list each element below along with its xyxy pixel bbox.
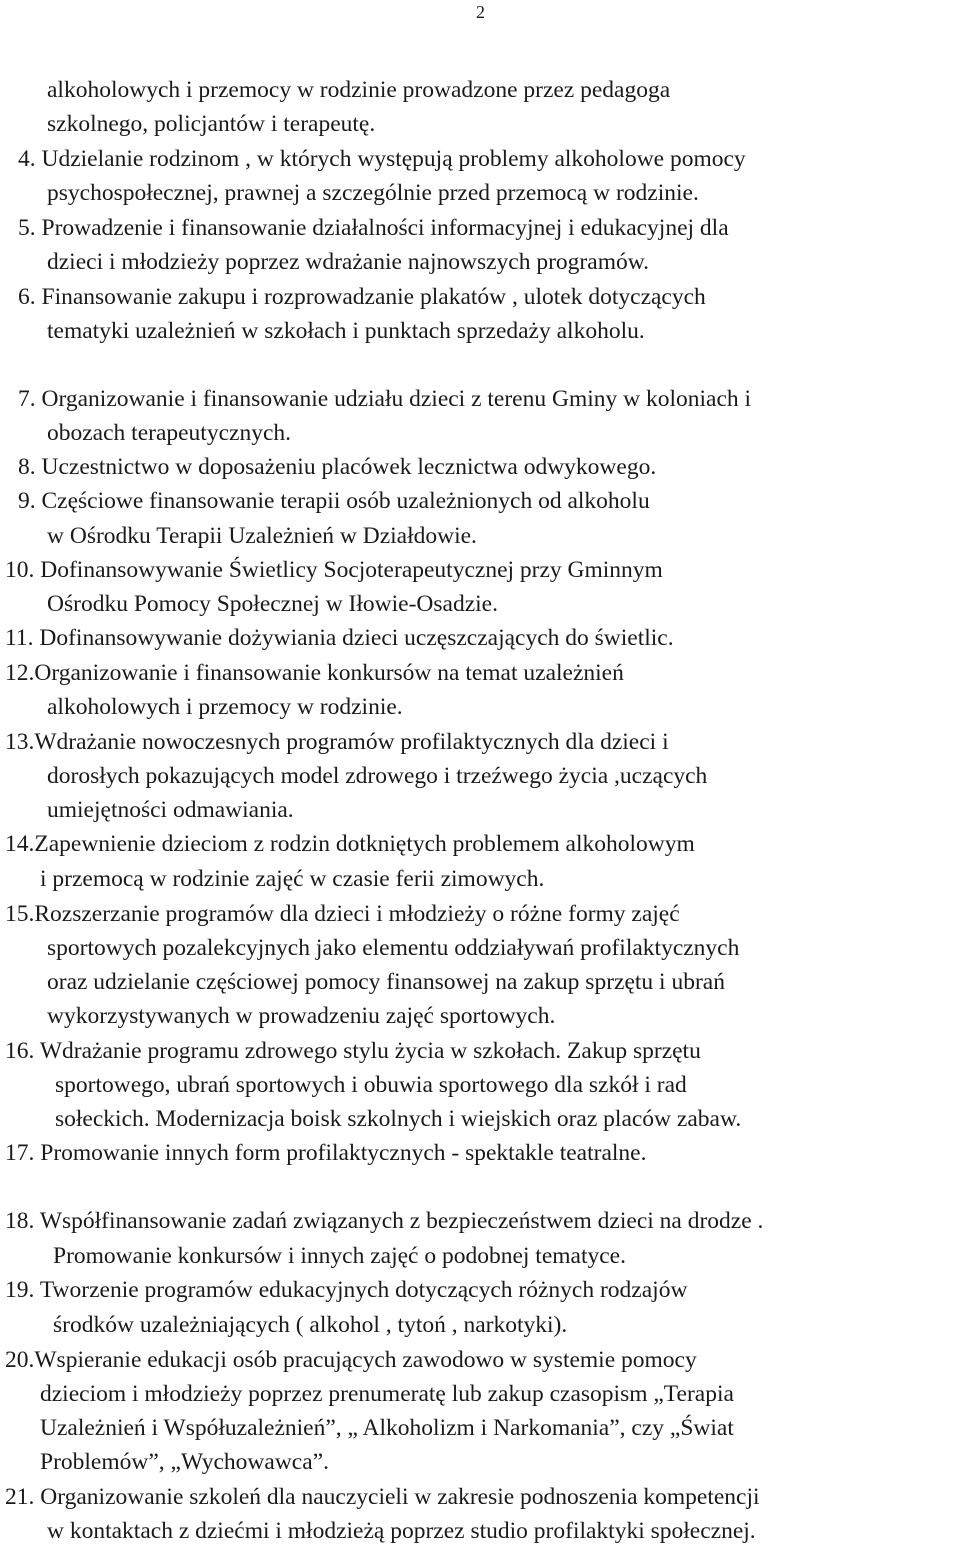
list-item-6: 6. Finansowanie zakupu i rozprowadzanie plakatów , ulotek dotyczących: [18, 284, 706, 310]
text-line: Problemów”, „Wychowawca”.: [40, 1449, 329, 1475]
list-item-21: 21. Organizowanie szkoleń dla nauczycieli w zakresie podnoszenia kompetencji: [5, 1484, 760, 1510]
text-line: sołeckich. Modernizacja boisk szkolnych i wiejskich oraz placów zabaw.: [55, 1106, 742, 1132]
text-line: psychospołecznej, prawnej a szczególnie przed przemocą w rodzinie.: [47, 180, 699, 206]
text-line: środków uzależniających ( alkohol , tytoń , narkotyki).: [53, 1312, 568, 1338]
text-line: dorosłych pokazujących model zdrowego i trzeźwego życia ,uczących: [47, 763, 708, 789]
text-line: wykorzystywanych w prowadzeniu zajęć sportowych.: [47, 1003, 556, 1029]
list-item-4: 4. Udzielanie rodzinom , w których występują problemy alkoholowe pomocy: [18, 146, 746, 172]
text-line: obozach terapeutycznych.: [47, 420, 292, 446]
page-number: 2: [476, 2, 485, 22]
list-item-20: 20.Wspieranie edukacji osób pracujących zawodowo w systemie pomocy: [5, 1347, 697, 1373]
text-line: Uzależnień i Współuzależnień”, „ Alkoholizm i Narkomania”, czy „Świat: [40, 1415, 734, 1441]
list-item-8: 8. Uczestnictwo w doposażeniu placówek lecznictwa odwykowego.: [18, 454, 657, 480]
list-item-5: 5. Prowadzenie i finansowanie działalności informacyjnej i edukacyjnej dla: [18, 215, 729, 241]
list-item-17: 17. Promowanie innych form profilaktycznych - spektakle teatralne.: [5, 1140, 647, 1166]
list-item-14: 14.Zapewnienie dzieciom z rodzin dotkniętych problemem alkoholowym: [5, 831, 695, 857]
text-line: Ośrodku Pomocy Społecznej w Iłowie-Osadzie.: [47, 591, 498, 617]
list-item-15: 15.Rozszerzanie programów dla dzieci i młodzieży o różne formy zajęć: [5, 901, 680, 927]
list-item-16: 16. Wdrażanie programu zdrowego stylu życia w szkołach. Zakup sprzętu: [5, 1038, 701, 1064]
text-line: w Ośrodku Terapii Uzależnień w Działdowie.: [47, 523, 477, 549]
text-line: i przemocą w rodzinie zajęć w czasie ferii zimowych.: [40, 866, 545, 892]
list-item-10: 10. Dofinansowywanie Świetlicy Socjoterapeutycznej przy Gminnym: [5, 557, 663, 583]
text-line: oraz udzielanie częściowej pomocy finansowej na zakup sprzętu i ubrań: [47, 969, 725, 995]
text-line: szkolnego, policjantów i terapeutę.: [47, 111, 376, 137]
text-line: sportowego, ubrań sportowych i obuwia sportowego dla szkół i rad: [55, 1072, 687, 1098]
text-line: alkoholowych i przemocy w rodzinie prowadzone przez pedagoga: [47, 77, 671, 103]
text-line: tematyki uzależnień w szkołach i punktach sprzedaży alkoholu.: [47, 318, 645, 344]
text-line: dzieciom i młodzieży poprzez prenumeratę lub zakup czasopism „Terapia: [40, 1381, 734, 1407]
list-item-12: 12.Organizowanie i finansowanie konkursów na temat uzależnień: [5, 660, 624, 686]
text-line: sportowych pozalekcyjnych jako elementu oddziaływań profilaktycznych: [47, 935, 740, 961]
list-item-13: 13.Wdrażanie nowoczesnych programów profilaktycznych dla dzieci i: [5, 729, 669, 755]
text-line: umiejętności odmawiania.: [47, 797, 294, 823]
text-line: Promowanie konkursów i innych zajęć o podobnej tematyce.: [53, 1243, 626, 1269]
list-item-11: 11. Dofinansowywanie dożywiania dzieci uczęszczających do świetlic.: [5, 625, 674, 651]
text-line: alkoholowych i przemocy w rodzinie.: [47, 694, 403, 720]
list-item-18: 18. Współfinansowanie zadań związanych z bezpieczeństwem dzieci na drodze .: [5, 1208, 764, 1234]
text-line: dzieci i młodzieży poprzez wdrażanie najnowszych programów.: [47, 249, 650, 275]
list-item-7: 7. Organizowanie i finansowanie udziału dzieci z terenu Gminy w koloniach i: [18, 386, 752, 412]
list-item-9: 9. Częściowe finansowanie terapii osób uzależnionych od alkoholu: [18, 488, 650, 514]
list-item-19: 19. Tworzenie programów edukacyjnych dotyczących różnych rodzajów: [5, 1277, 688, 1303]
text-line: w kontaktach z dziećmi i młodzieżą poprzez studio profilaktyki społecznej.: [47, 1518, 756, 1544]
